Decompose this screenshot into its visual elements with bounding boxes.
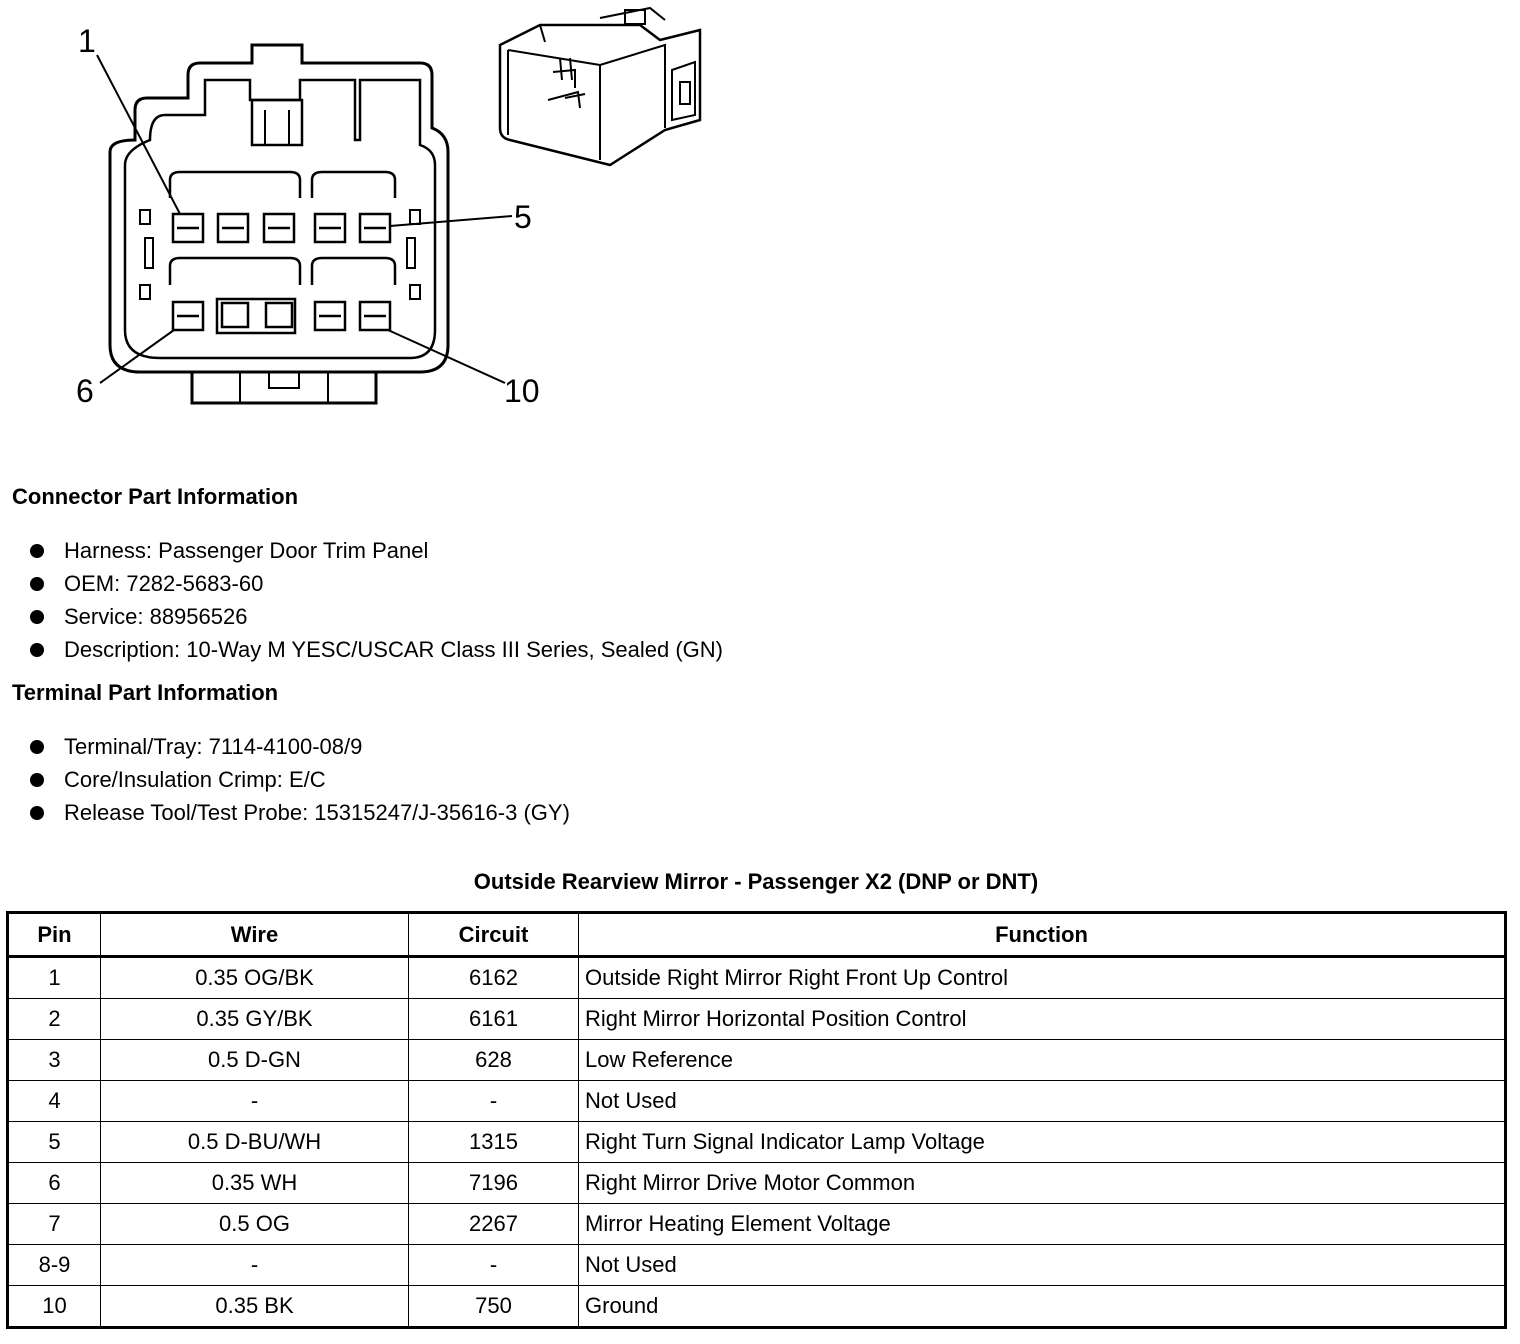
terminal-lock-bar <box>170 258 300 285</box>
pin-cell: 5 <box>8 1122 101 1163</box>
pin-cell: 7 <box>8 1204 101 1245</box>
wire-cell: - <box>101 1081 409 1122</box>
circuit-cell: - <box>409 1245 579 1286</box>
callout-pin-5: 5 <box>514 199 532 235</box>
column-header-circuit: Circuit <box>409 913 579 957</box>
function-cell: Ground <box>579 1286 1506 1328</box>
bullet-icon <box>30 610 44 624</box>
wire-cell: - <box>101 1245 409 1286</box>
wire-cell: 0.5 OG <box>101 1204 409 1245</box>
column-header-pin: Pin <box>8 913 101 957</box>
circuit-cell: 7196 <box>409 1163 579 1204</box>
table-row <box>8 999 1506 1040</box>
function-cell: Not Used <box>579 1245 1506 1286</box>
circuit-cell: 6161 <box>409 999 579 1040</box>
circuit-cell: 2267 <box>409 1204 579 1245</box>
terminal-row-top <box>173 214 390 242</box>
column-header-wire: Wire <box>101 913 409 957</box>
table-row <box>8 1122 1506 1163</box>
pin-cell: 10 <box>8 1286 101 1328</box>
wire-cell: 0.5 D-GN <box>101 1040 409 1081</box>
table-row <box>8 1040 1506 1081</box>
table-row <box>8 1163 1506 1204</box>
list-item: Terminal/Tray: 7114-4100-08/9 <box>28 734 570 767</box>
function-cell: Right Mirror Horizontal Position Control <box>579 999 1506 1040</box>
bullet-icon <box>30 806 44 820</box>
table-title: Outside Rearview Mirror - Passenger X2 (DNP or DNT) <box>473 869 1039 894</box>
circuit-cell: - <box>409 1081 579 1122</box>
terminal-row-bottom <box>173 299 390 333</box>
callout-pin-6: 6 <box>76 373 94 409</box>
pin-cell: 3 <box>8 1040 101 1081</box>
connector-housing-outline <box>110 45 448 372</box>
connector-inner-outline <box>125 80 435 358</box>
circuit-cell: 750 <box>409 1286 579 1328</box>
table-row <box>8 1204 1506 1245</box>
wire-cell: 0.35 OG/BK <box>101 957 409 999</box>
function-cell: Low Reference <box>579 1040 1506 1081</box>
callout-pin-1: 1 <box>78 23 96 59</box>
function-cell: Right Turn Signal Indicator Lamp Voltage <box>579 1122 1506 1163</box>
pin-cell: 4 <box>8 1081 101 1122</box>
connector-part-info-heading: Connector Part Information <box>12 484 299 509</box>
wire-cell: 0.5 D-BU/WH <box>101 1122 409 1163</box>
bullet-icon <box>30 740 44 754</box>
wire-cell: 0.35 GY/BK <box>101 999 409 1040</box>
circuit-cell: 1315 <box>409 1122 579 1163</box>
list-item: OEM: 7282-5683-60 <box>28 571 723 604</box>
bullet-icon <box>30 544 44 558</box>
column-header-function: Function <box>579 913 1506 957</box>
circuit-cell: 628 <box>409 1040 579 1081</box>
terminal-lock-bar <box>312 258 395 285</box>
terminal-lock-bar <box>312 172 395 198</box>
wire-cell: 0.35 BK <box>101 1286 409 1328</box>
function-cell: Mirror Heating Element Voltage <box>579 1204 1506 1245</box>
table-row <box>8 1081 1506 1122</box>
connector-isometric-view <box>500 8 700 165</box>
list-item: Core/Insulation Crimp: E/C <box>28 767 570 800</box>
pin-cell: 6 <box>8 1163 101 1204</box>
terminal-part-info-heading: Terminal Part Information <box>12 680 279 705</box>
circuit-cell: 6162 <box>409 957 579 999</box>
list-item: Release Tool/Test Probe: 15315247/J-35616-3 (GY) <box>28 800 570 833</box>
function-cell: Right Mirror Drive Motor Common <box>579 1163 1506 1204</box>
pin-cell: 8-9 <box>8 1245 101 1286</box>
pin-cell: 1 <box>8 957 101 999</box>
connector-diagram <box>0 0 760 440</box>
connector-latch <box>252 100 302 145</box>
table-row <box>8 957 1506 999</box>
bullet-icon <box>30 643 44 657</box>
table-row <box>8 1245 1506 1286</box>
pin-cell: 2 <box>8 999 101 1040</box>
terminal-lock-bar <box>170 172 300 198</box>
table-header-row <box>8 913 1506 957</box>
terminal-part-info-list <box>28 734 570 833</box>
list-item: Service: 88956526 <box>28 604 723 637</box>
connector-part-info-list <box>28 538 723 670</box>
function-cell: Outside Right Mirror Right Front Up Control <box>579 957 1506 999</box>
bullet-icon <box>30 773 44 787</box>
table-row <box>8 1286 1506 1328</box>
pinout-table <box>6 911 1507 1329</box>
callout-pin-10: 10 <box>504 373 540 409</box>
list-item: Description: 10-Way M YESC/USCAR Class III Series, Sealed (GN) <box>28 637 723 670</box>
wire-cell: 0.35 WH <box>101 1163 409 1204</box>
function-cell: Not Used <box>579 1081 1506 1122</box>
list-item: Harness: Passenger Door Trim Panel <box>28 538 723 571</box>
bullet-icon <box>30 577 44 591</box>
callout-leaders <box>97 55 512 383</box>
